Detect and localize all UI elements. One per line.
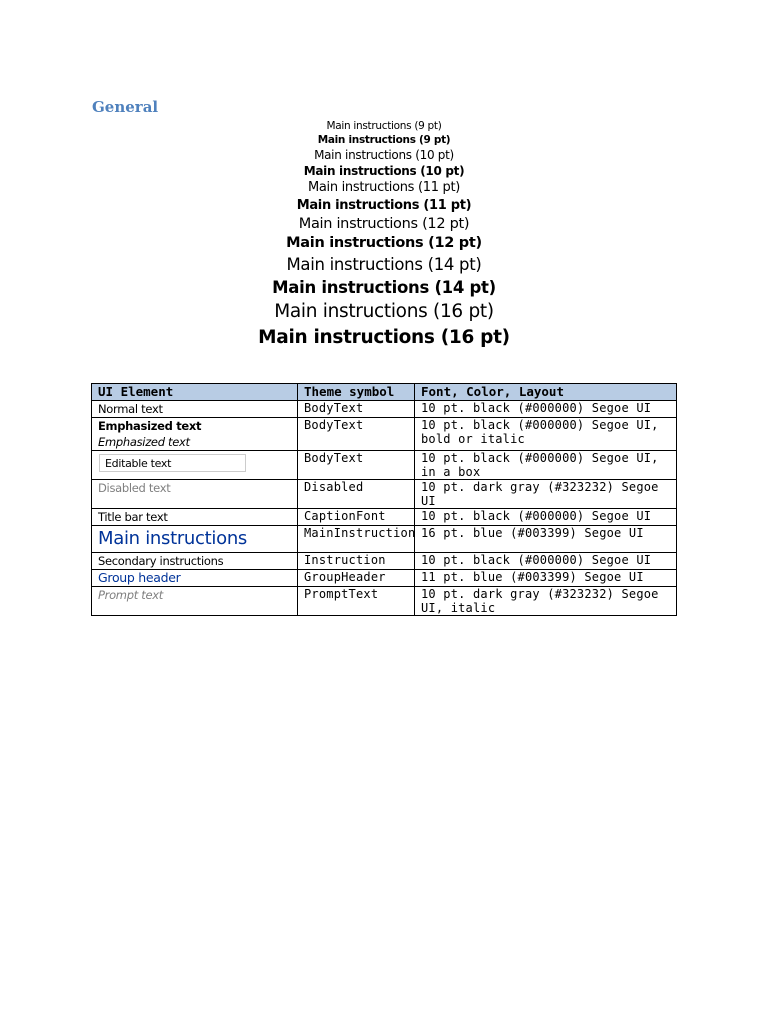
table-row bbox=[92, 526, 677, 553]
prompt-text-sample: Prompt text bbox=[98, 588, 163, 602]
font-spec-cell: 10 pt. black (#000000) Segoe UI bbox=[415, 553, 677, 570]
font-spec-cell: 10 pt. dark gray (#323232) Segoe UI bbox=[415, 480, 677, 509]
theme-symbol-cell: BodyText bbox=[298, 401, 415, 418]
table-row bbox=[92, 587, 677, 616]
sample-16pt-bold: Main instructions (16 pt) bbox=[258, 327, 510, 348]
column-header-ui-element: UI Element bbox=[92, 384, 298, 401]
font-spec-cell: 10 pt. black (#000000) Segoe UI bbox=[415, 401, 677, 418]
sample-9pt-regular: Main instructions (9 pt) bbox=[326, 120, 442, 132]
theme-symbol-cell: MainInstruction bbox=[298, 526, 415, 553]
theme-symbol-cell: Disabled bbox=[298, 480, 415, 509]
sample-12pt-regular: Main instructions (12 pt) bbox=[298, 216, 470, 232]
emphasized-text-bold-sample: Emphasized text bbox=[98, 419, 202, 433]
font-spec-cell: 16 pt. blue (#003399) Segoe UI bbox=[415, 526, 677, 553]
table-row bbox=[92, 570, 677, 587]
theme-symbol-cell: BodyText bbox=[298, 451, 415, 480]
theme-symbol-cell: Instruction bbox=[298, 553, 415, 570]
section-heading: General bbox=[92, 98, 159, 116]
font-size-samples bbox=[0, 119, 768, 351]
column-header-theme-symbol: Theme symbol bbox=[298, 384, 415, 401]
table-row bbox=[92, 553, 677, 570]
group-header-sample: Group header bbox=[98, 570, 181, 585]
table-row bbox=[92, 509, 677, 526]
font-spec-cell: 10 pt. black (#000000) Segoe UI bbox=[415, 509, 677, 526]
theme-symbol-cell: PromptText bbox=[298, 587, 415, 616]
sample-14pt-bold: Main instructions (14 pt) bbox=[272, 278, 496, 297]
sample-16pt-regular: Main instructions (16 pt) bbox=[274, 301, 494, 322]
theme-symbol-cell: CaptionFont bbox=[298, 509, 415, 526]
editable-text-box[interactable]: Editable text bbox=[99, 454, 246, 472]
font-spec-cell: 10 pt. black (#000000) Segoe UI, bold or italic bbox=[415, 418, 677, 451]
disabled-text-sample: Disabled text bbox=[98, 481, 171, 495]
font-spec-cell: 10 pt. black (#000000) Segoe UI, in a box bbox=[415, 451, 677, 480]
theme-symbol-cell: BodyText bbox=[298, 418, 415, 451]
main-instructions-sample: Main instructions bbox=[98, 528, 247, 549]
sample-11pt-bold: Main instructions (11 pt) bbox=[296, 198, 472, 213]
secondary-instructions-sample: Secondary instructions bbox=[98, 554, 224, 568]
sample-10pt-regular: Main instructions (10 pt) bbox=[314, 148, 454, 162]
table-row bbox=[92, 418, 677, 451]
table-row bbox=[92, 480, 677, 509]
text-style-table bbox=[91, 383, 677, 616]
sample-11pt-regular: Main instructions (11 pt) bbox=[307, 180, 461, 195]
title-bar-text-sample: Title bar text bbox=[98, 510, 168, 524]
theme-symbol-cell: GroupHeader bbox=[298, 570, 415, 587]
emphasized-text-italic-sample: Emphasized text bbox=[98, 435, 190, 449]
table-row bbox=[92, 401, 677, 418]
table-row bbox=[92, 451, 677, 480]
sample-14pt-regular: Main instructions (14 pt) bbox=[286, 255, 482, 274]
font-spec-cell: 10 pt. dark gray (#323232) Segoe UI, italic bbox=[415, 587, 677, 616]
sample-12pt-bold: Main instructions (12 pt) bbox=[286, 235, 482, 251]
sample-10pt-bold: Main instructions (10 pt) bbox=[303, 164, 465, 178]
sample-9pt-bold: Main instructions (9 pt) bbox=[317, 134, 451, 146]
column-header-font-color-layout: Font, Color, Layout bbox=[415, 384, 677, 401]
normal-text-sample: Normal text bbox=[98, 402, 163, 416]
font-spec-cell: 11 pt. blue (#003399) Segoe UI bbox=[415, 570, 677, 587]
table-header-row bbox=[92, 384, 677, 401]
